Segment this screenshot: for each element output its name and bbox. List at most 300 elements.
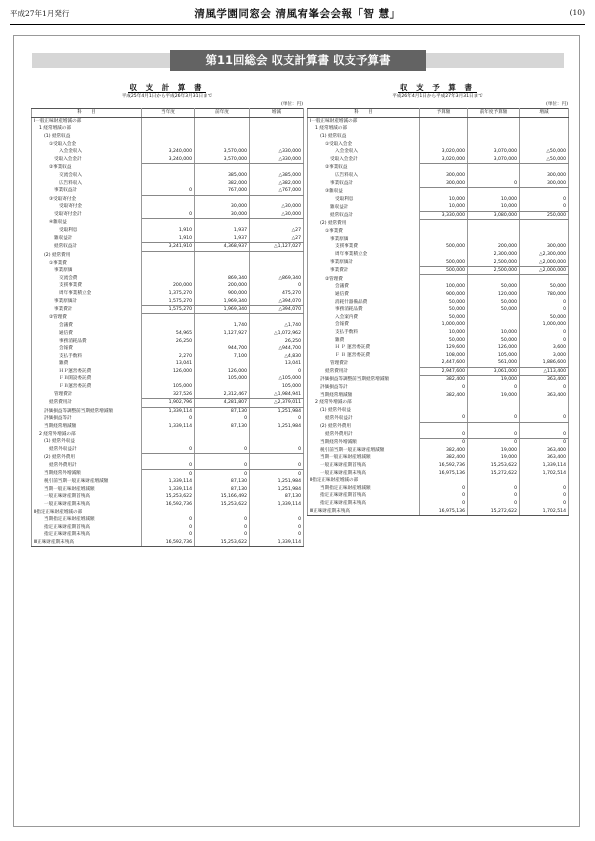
amount-cell (250, 164, 304, 172)
account-label: Ⅲ正味財産期末残高 (308, 507, 420, 515)
table-row (308, 179, 569, 187)
amount-cell (195, 438, 250, 446)
amount-cell: 0 (420, 438, 468, 446)
amount-cell (142, 133, 195, 141)
amount-cell (520, 477, 569, 485)
amount-cell: 300,000 (420, 179, 468, 187)
table-row (32, 446, 304, 454)
amount-cell: 0 (142, 446, 195, 454)
table-row (308, 422, 569, 430)
amount-cell: 10,000 (420, 196, 468, 204)
table-row (32, 251, 304, 259)
amount-cell: 87,130 (195, 423, 250, 431)
amount-cell: 0 (250, 462, 304, 470)
account-label: ③雑収益 (308, 187, 420, 195)
account-label: (1) 経常収益 (32, 133, 142, 141)
amount-cell (468, 117, 520, 125)
amount-cell (420, 228, 468, 236)
amount-cell: 15,253,622 (195, 539, 250, 547)
amount-cell: 1,375,270 (142, 290, 195, 298)
amount-cell (420, 125, 468, 133)
table-row (308, 407, 569, 415)
amount-cell: 4,368,937 (195, 243, 250, 252)
amount-cell: 1,575,270 (142, 305, 195, 314)
table-row (32, 282, 304, 290)
left-title-text: 収 支 計 算 書 (129, 83, 205, 92)
amount-cell: 1,127,927 (195, 330, 250, 338)
amount-cell (520, 133, 569, 141)
amount-cell: 19,000 (468, 454, 520, 462)
amount-cell (520, 117, 569, 125)
table-row (308, 454, 569, 462)
amount-cell (420, 407, 468, 415)
table-row (308, 258, 569, 266)
amount-cell: 0 (420, 485, 468, 493)
account-label: 雑費 (32, 360, 142, 368)
table-row (308, 414, 569, 422)
account-label: 当期指定正味財産増減額 (308, 485, 420, 493)
table-row (308, 313, 569, 321)
amount-cell: 19,000 (468, 447, 520, 455)
amount-cell: 3,570,000 (195, 156, 250, 164)
amount-cell: 1,702,514 (520, 507, 569, 515)
amount-cell: 0 (520, 203, 569, 211)
table-row (32, 430, 304, 438)
column-header: 科 目 (308, 109, 420, 118)
amount-cell: 0 (420, 430, 468, 438)
amount-cell: △382,000 (250, 179, 304, 187)
account-label: Ⅱ指定正味財産増減の部 (32, 508, 142, 516)
amount-cell (142, 430, 195, 438)
amount-cell (142, 375, 195, 383)
amount-cell: 0 (520, 329, 569, 337)
amount-cell: △105,000 (250, 375, 304, 383)
amount-cell: 1,251,984 (250, 423, 304, 431)
amount-cell: 87,130 (250, 493, 304, 501)
amount-cell: 0 (520, 196, 569, 204)
amount-cell: 561,000 (468, 359, 520, 367)
table-row (32, 290, 304, 298)
account-label: 雑収益計 (308, 203, 420, 211)
account-label: ＦＢ開設委託費 (32, 375, 142, 383)
amount-cell: 10,000 (468, 329, 520, 337)
amount-cell: 780,000 (520, 291, 569, 299)
amount-cell: 87,130 (195, 407, 250, 415)
amount-cell: 363,400 (520, 454, 569, 462)
account-label: 一般正味財産期末残高 (32, 501, 142, 509)
amount-cell: 3,061,000 (468, 367, 520, 376)
amount-cell: 3,330,000 (420, 211, 468, 220)
amount-cell: 16,975,136 (420, 469, 468, 477)
account-label: 経常外費用計 (308, 430, 420, 438)
amount-cell: 1,339,114 (142, 486, 195, 494)
amount-cell (468, 321, 520, 329)
column-header: 増減 (250, 109, 304, 118)
header-rule (10, 24, 585, 25)
amount-cell: 0 (468, 414, 520, 422)
statement-body (32, 117, 304, 547)
table-row (308, 228, 569, 236)
amount-cell: 0 (520, 336, 569, 344)
table-row (32, 531, 304, 539)
amount-cell (468, 275, 520, 283)
column-header: 科 目 (32, 109, 142, 118)
table-header-row (32, 109, 304, 118)
amount-cell (142, 140, 195, 148)
table-row (308, 399, 569, 407)
account-label: 交流会費 (32, 274, 142, 282)
table-row (308, 298, 569, 306)
amount-cell (520, 187, 569, 195)
amount-cell: 50,000 (420, 306, 468, 314)
amount-cell: 500,000 (420, 266, 468, 275)
amount-cell: △2,300,000 (520, 251, 569, 259)
amount-cell: △394,070 (250, 297, 304, 305)
amount-cell (250, 438, 304, 446)
amount-cell: 26,250 (250, 337, 304, 345)
table-row (308, 125, 569, 133)
amount-cell (520, 407, 569, 415)
amount-cell: 19,000 (468, 376, 520, 384)
amount-cell (468, 228, 520, 236)
amount-cell: 500,000 (420, 243, 468, 251)
account-label: (2) 経常費用 (32, 251, 142, 259)
table-row (308, 344, 569, 352)
column-header: 前年度予算額 (468, 109, 520, 118)
amount-cell (520, 422, 569, 430)
issue-date: 平成27年1月発行 (10, 9, 70, 18)
table-row (308, 329, 569, 337)
table-row (308, 462, 569, 470)
amount-cell: 0 (520, 306, 569, 314)
account-label: 事業収益計 (308, 179, 420, 187)
amount-cell: 16,975,136 (420, 507, 468, 515)
table-row (32, 305, 304, 314)
account-label: 通信費 (308, 291, 420, 299)
amount-cell (420, 477, 468, 485)
amount-cell: 0 (250, 282, 304, 290)
amount-cell (142, 125, 195, 133)
amount-cell: 50,000 (468, 306, 520, 314)
amount-cell (195, 430, 250, 438)
account-label: 事業原価 (32, 267, 142, 275)
table-row (308, 211, 569, 220)
amount-cell: 0 (195, 462, 250, 470)
amount-cell (468, 187, 520, 195)
table-row (308, 321, 569, 329)
amount-cell: 1,575,270 (142, 297, 195, 305)
table-row (32, 368, 304, 376)
table-row (308, 430, 569, 438)
account-label: 周年事業積立金 (308, 251, 420, 259)
amount-cell: 50,000 (468, 336, 520, 344)
table-row (32, 486, 304, 494)
amount-cell (142, 259, 195, 267)
account-label: 事務消耗品費 (308, 306, 420, 314)
amount-cell: △385,000 (250, 172, 304, 180)
amount-cell: 1,740 (195, 322, 250, 330)
amount-cell (468, 133, 520, 141)
amount-cell (142, 438, 195, 446)
amount-cell: 0 (420, 414, 468, 422)
table-row (308, 384, 569, 392)
account-label: ②管理費 (308, 275, 420, 283)
account-label: 雑収益計 (32, 235, 142, 243)
amount-cell (250, 267, 304, 275)
table-row (308, 485, 569, 493)
account-label: ②管理費 (32, 314, 142, 322)
amount-cell: 869,340 (195, 274, 250, 282)
amount-cell: △4,830 (250, 352, 304, 360)
amount-cell: 1,937 (195, 227, 250, 235)
amount-cell: 0 (520, 485, 569, 493)
account-label: 一般正味財産期首残高 (308, 462, 420, 470)
account-label: 受取利息 (308, 196, 420, 204)
table-row (32, 539, 304, 547)
account-label: 当期一般正味財産増減額 (308, 454, 420, 462)
account-label: ④雑収益 (32, 219, 142, 227)
table-row (308, 351, 569, 359)
amount-cell: 2,447,600 (420, 359, 468, 367)
amount-cell (250, 259, 304, 267)
left-unit: (単位：円) (281, 102, 303, 107)
table-row (32, 297, 304, 305)
amount-cell: 0 (520, 298, 569, 306)
table-row (32, 360, 304, 368)
table-row (308, 140, 569, 148)
table-row (32, 314, 304, 322)
amount-cell: △2,000,000 (520, 266, 569, 275)
account-label: 事業原価計 (32, 297, 142, 305)
table-row (32, 267, 304, 275)
amount-cell (250, 133, 304, 141)
table-header-row (308, 109, 569, 118)
table-row (32, 478, 304, 486)
amount-cell: 1,702,514 (520, 469, 569, 477)
table-row (32, 164, 304, 172)
right-unit: (単位：円) (546, 102, 568, 107)
table-row (308, 306, 569, 314)
table-row (32, 243, 304, 252)
amount-cell (195, 117, 250, 125)
amount-cell: 0 (142, 211, 195, 219)
amount-cell (420, 275, 468, 283)
amount-cell: 1,339,114 (520, 462, 569, 470)
account-label: 支援事業費 (308, 243, 420, 251)
amount-cell (195, 133, 250, 141)
table-row (308, 236, 569, 244)
table-row (308, 469, 569, 477)
amount-cell: 1,910 (142, 235, 195, 243)
amount-cell (420, 399, 468, 407)
account-label: 経常収益計 (32, 243, 142, 252)
amount-cell (195, 140, 250, 148)
amount-cell: 10,000 (420, 329, 468, 337)
amount-cell: 382,400 (420, 391, 468, 399)
amount-cell: 0 (250, 368, 304, 376)
amount-cell: 1,000,000 (420, 321, 468, 329)
table-row (32, 415, 304, 423)
account-label: 経常費用計 (308, 367, 420, 376)
amount-cell: 0 (195, 516, 250, 524)
account-label: 当期一般正味財産増減額 (32, 486, 142, 494)
amount-cell (468, 422, 520, 430)
amount-cell: 16,592,736 (420, 462, 468, 470)
table-row (308, 156, 569, 164)
amount-cell: 3,020,000 (420, 148, 468, 156)
table-row (308, 243, 569, 251)
account-label: 周年事業積立金 (32, 290, 142, 298)
table-row (308, 266, 569, 275)
amount-cell (142, 274, 195, 282)
amount-cell: △30,000 (250, 211, 304, 219)
account-label: 事業費計 (32, 305, 142, 314)
table-row (308, 148, 569, 156)
account-label: 事務消耗品費 (32, 337, 142, 345)
amount-cell (195, 259, 250, 267)
amount-cell (195, 314, 250, 322)
table-row (308, 133, 569, 141)
table-row (32, 148, 304, 156)
amount-cell: 0 (420, 384, 468, 392)
account-label: 当期経常増減額 (32, 423, 142, 431)
table-row (308, 275, 569, 283)
amount-cell: 2,300,000 (468, 251, 520, 259)
amount-cell: 105,000 (195, 375, 250, 383)
account-label: 経常外収益計 (32, 446, 142, 454)
amount-cell: 2,500,000 (468, 258, 520, 266)
amount-cell: 1,339,114 (142, 423, 195, 431)
account-label: 事業収益計 (32, 187, 142, 195)
amount-cell (250, 125, 304, 133)
account-label: Ⅰ一般正味財産増減の部 (32, 117, 142, 125)
amount-cell: 0 (142, 187, 195, 195)
amount-cell (420, 251, 468, 259)
account-label: 指定正味財産期首残高 (308, 492, 420, 500)
amount-cell: 300,000 (520, 243, 569, 251)
budget-body (308, 117, 569, 515)
amount-cell: 126,000 (195, 368, 250, 376)
amount-cell (142, 203, 195, 211)
amount-cell: △330,000 (250, 156, 304, 164)
amount-cell: 87,130 (195, 478, 250, 486)
amount-cell: △1,740 (250, 322, 304, 330)
amount-cell: 105,000 (142, 383, 195, 391)
account-label: 通信費 (32, 330, 142, 338)
table-row (32, 203, 304, 211)
amount-cell: 250,000 (520, 211, 569, 220)
account-label: 経常費用計 (32, 398, 142, 407)
amount-cell: 0 (142, 516, 195, 524)
amount-cell (142, 508, 195, 516)
amount-cell: △944,700 (250, 345, 304, 353)
table-row (32, 523, 304, 531)
account-label: 指定正味財産期末残高 (308, 500, 420, 508)
account-label: 会議費 (32, 322, 142, 330)
amount-cell: △767,000 (250, 187, 304, 195)
amount-cell: 50,000 (520, 283, 569, 291)
amount-cell (142, 251, 195, 259)
amount-cell (420, 133, 468, 141)
table-row (32, 383, 304, 391)
amount-cell: 120,000 (468, 291, 520, 299)
account-label: ①受取入会金 (308, 140, 420, 148)
amount-cell: 2,312,467 (195, 390, 250, 398)
amount-cell: 4,281,807 (195, 398, 250, 407)
amount-cell (468, 172, 520, 180)
table-row (308, 477, 569, 485)
account-label: 事業原価 (308, 236, 420, 244)
account-label: 支援事業費 (32, 282, 142, 290)
amount-cell (142, 117, 195, 125)
amount-cell: 327,526 (142, 390, 195, 398)
amount-cell: △394,070 (250, 305, 304, 314)
amount-cell: 0 (520, 430, 569, 438)
amount-cell (468, 140, 520, 148)
amount-cell (420, 236, 468, 244)
amount-cell: 54,965 (142, 330, 195, 338)
page-number: (10) (569, 8, 585, 17)
account-label: (2) 経常費用 (308, 220, 420, 228)
table-row (308, 438, 569, 446)
account-label: 評価損益等調整前当期経常増減額 (308, 376, 420, 384)
table-row (32, 274, 304, 282)
amount-cell (195, 195, 250, 203)
amount-cell: 3,000 (520, 351, 569, 359)
amount-cell: 0 (250, 523, 304, 531)
account-label: 一般正味財産期末残高 (308, 469, 420, 477)
budget-table (307, 108, 569, 516)
amount-cell (420, 164, 468, 172)
account-label: 受取入会金計 (308, 156, 420, 164)
account-label: 当期経常増減額 (308, 391, 420, 399)
amount-cell: 3,080,000 (468, 211, 520, 220)
table-row (32, 454, 304, 462)
account-label: 1 経常増減の部 (308, 125, 420, 133)
table-row (32, 117, 304, 125)
amount-cell (468, 125, 520, 133)
amount-cell: 0 (250, 415, 304, 423)
amount-cell (195, 337, 250, 345)
table-row (32, 508, 304, 516)
amount-cell: 7,100 (195, 352, 250, 360)
amount-cell (195, 508, 250, 516)
amount-cell (250, 195, 304, 203)
page-header (10, 6, 585, 22)
amount-cell: 0 (195, 446, 250, 454)
amount-cell: 1,969,340 (195, 297, 250, 305)
account-label: ③受取寄付金 (32, 195, 142, 203)
table-row (308, 251, 569, 259)
amount-cell: 30,000 (195, 203, 250, 211)
table-row (308, 376, 569, 384)
amount-cell (520, 125, 569, 133)
amount-cell (142, 172, 195, 180)
account-label: ①受取入会金 (32, 140, 142, 148)
account-label: 支払手数料 (308, 329, 420, 337)
amount-cell (520, 399, 569, 407)
amount-cell: △330,000 (250, 148, 304, 156)
table-row (308, 507, 569, 515)
table-row (308, 500, 569, 508)
amount-cell: 3,070,000 (468, 156, 520, 164)
account-label: 2 経常外増減の部 (32, 430, 142, 438)
amount-cell (420, 220, 468, 228)
account-label: 経常収益計 (308, 211, 420, 220)
amount-cell (250, 117, 304, 125)
account-label: 受取寄付金計 (32, 211, 142, 219)
amount-cell: 50,000 (520, 313, 569, 321)
